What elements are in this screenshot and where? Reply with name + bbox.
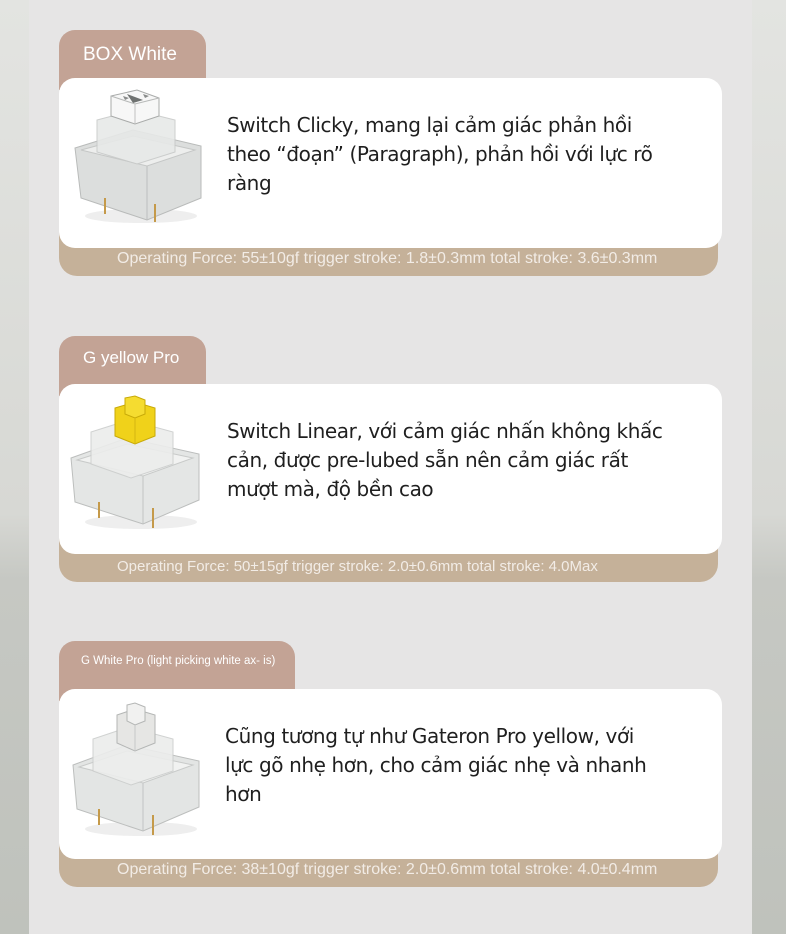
switch-name: G yellow Pro xyxy=(83,348,180,367)
switch-description: Switch Linear, với cảm giác nhấn không khấc cản, được pre-lubed sẵn nên cảm giác rất mượt mà, độ bền cao xyxy=(227,419,663,501)
g-white-pro-switch-image xyxy=(63,697,209,843)
switch-section-g-white-pro xyxy=(59,641,718,895)
switch-section-box-white xyxy=(59,30,718,284)
background-left-edge xyxy=(0,0,29,934)
switch-card xyxy=(59,384,722,554)
g-yellow-pro-switch-image xyxy=(63,392,209,538)
switch-section-g-yellow-pro xyxy=(59,336,718,590)
switch-name: G White Pro (light picking white ax- is) xyxy=(81,655,276,667)
specs-text: Operating Force: 55±10gf trigger stroke: 1.8±0.3mm total stroke: 3.6±0.3mm xyxy=(117,250,658,267)
switch-description: Switch Clicky, mang lại cảm giác phản hồi theo “đoạn” (Paragraph), phản hồi với lực rõ ràng xyxy=(227,113,653,195)
switch-card xyxy=(59,78,722,248)
switch-description: Cũng tương tự như Gateron Pro yellow, với lực gõ nhẹ hơn, cho cảm giác nhẹ và nhanh hơn xyxy=(225,724,647,806)
switch-card xyxy=(59,689,722,859)
specs-text: Operating Force: 50±15gf trigger stroke: 2.0±0.6mm total stroke: 4.0Max xyxy=(117,558,598,575)
background-right-edge xyxy=(752,0,786,934)
switch-name: BOX White xyxy=(83,44,177,65)
box-white-switch-image xyxy=(63,86,209,232)
specs-text: Operating Force: 38±10gf trigger stroke: 2.0±0.6mm total stroke: 4.0±0.4mm xyxy=(117,861,658,878)
